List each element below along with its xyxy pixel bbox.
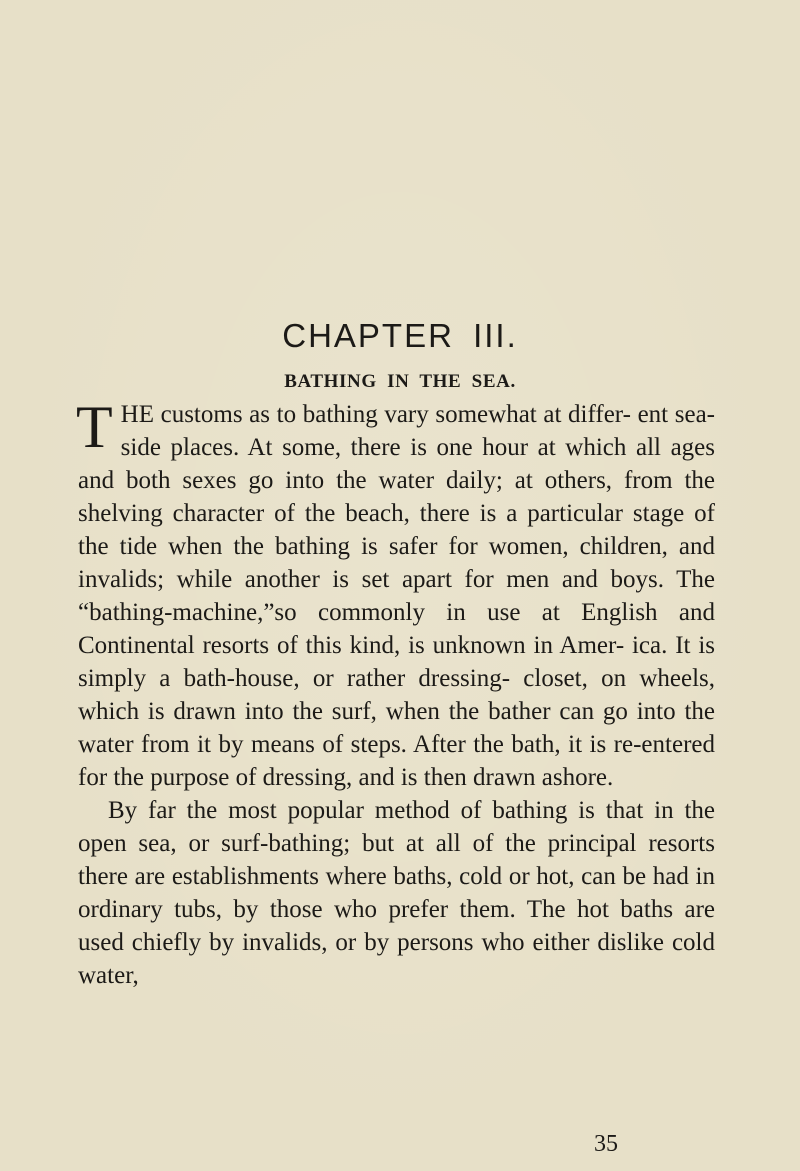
paragraph-1 bbox=[76, 394, 715, 794]
page-number: 35 bbox=[594, 1131, 618, 1157]
chapter-title: CHAPTER III. bbox=[282, 317, 518, 354]
paragraph-1-text: HE customs as to bathing vary somewhat at differ- ent sea-side places. At some, there is one hour at which all ages and both sexes go into the water daily; at others, from the shelving character of the beach, there is a particular stage of the tide when the bathing is safer for women, children, and invalids; while another is set apart for men and boys. The “bathing-machine,”so commonly in use at English and Continental resorts of this kind, is unknown in Amer- ica. It is simply a bath-house, or rather dressing- closet, on wheels, which is drawn into the surf, when the bather can go into the water from it by means of steps. After the bath, it is re-entered for the purpose of dressing, and is then drawn ashore. bbox=[78, 401, 715, 791]
body-text bbox=[76, 394, 715, 992]
section-title: BATHING IN THE SEA. bbox=[284, 371, 516, 392]
drop-cap: T bbox=[76, 394, 113, 460]
paragraph-2: By far the most popular method of bathing is that in the open sea, or surf-bathing; but at all of the principal resorts there are establishments where baths, cold or hot, can be had in ordinary tubs, by those who prefer them. The hot baths are used chiefly by invalids, or by persons who either dislike cold water, bbox=[78, 797, 715, 989]
